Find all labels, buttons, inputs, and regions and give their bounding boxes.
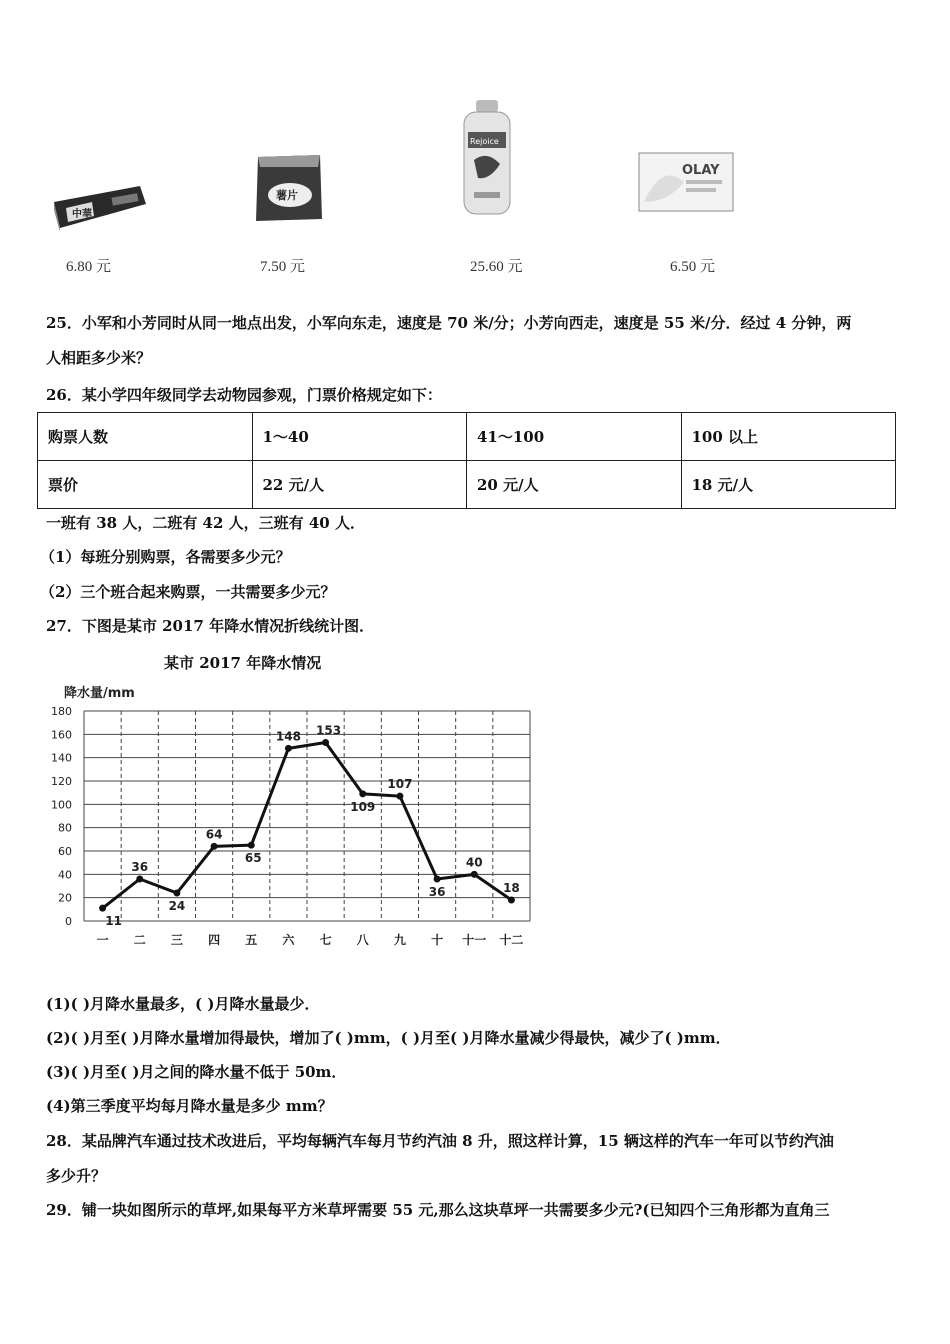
data-point [136, 876, 143, 883]
data-label: 65 [244, 851, 262, 866]
data-point [248, 842, 255, 849]
q27-sub1: (1)( )月降水量最多，( )月降水量最少． [46, 995, 320, 1013]
q29-line1: 29．铺一块如图所示的草坪,如果每平方米草坪需要 55 元,那么这块草坪一共需要多少元?(已知四个三角形都为直角三 [46, 1201, 830, 1219]
y-tick-label: 80 [58, 821, 72, 835]
data-point [173, 890, 180, 897]
x-tick-label: 一 [96, 933, 109, 947]
data-label: 40 [465, 855, 483, 870]
q26-info: 一班有 38 人，二班有 42 人，三班有 40 人． [46, 514, 365, 532]
y-tick-label: 140 [51, 751, 72, 765]
q25-line2: 人相距多少米？ [46, 349, 152, 367]
table-cell: 20 元/人 [467, 461, 682, 509]
table-cell: 100 以上 [681, 413, 896, 461]
data-label: 36 [131, 860, 149, 874]
table-cell: 41～100 [467, 413, 682, 461]
data-label: 11 [105, 914, 122, 929]
x-tick-label: 六 [282, 933, 295, 947]
q26-intro: 26．某小学四年级同学去动物园参观，门票价格规定如下： [46, 386, 442, 404]
x-tick-label: 三 [170, 933, 183, 947]
y-tick-label: 20 [58, 891, 72, 905]
x-tick-label: 十二 [499, 933, 524, 947]
q25-line1: 25．小军和小芳同时从同一地点出发，小军向东走，速度是 70 米/分；小芳向西走，速度是 55 米/分．经过 4 分钟，两 [46, 314, 852, 332]
data-point [508, 897, 515, 904]
x-tick-label: 七 [319, 933, 332, 947]
data-point [359, 790, 366, 797]
x-tick-label: 九 [393, 933, 406, 947]
y-axis-label: 降水量/mm [64, 686, 135, 701]
table-cell: 购票人数 [38, 413, 253, 461]
data-point [99, 905, 106, 912]
q28-line2: 多少升？ [46, 1167, 107, 1185]
rainfall-line-chart [40, 680, 560, 955]
data-label: 64 [205, 827, 223, 842]
q26-sub2: （2）三个班合起来购票，一共需要多少元？ [40, 583, 336, 601]
y-tick-label: 180 [51, 705, 72, 718]
table-row [38, 413, 896, 461]
x-tick-label: 四 [208, 933, 221, 947]
toothpaste-box-image [52, 180, 148, 232]
q28-line1: 28．某品牌汽车通过技术改进后，平均每辆汽车每月节约汽油 8 升，照这样计算，15 辆这样的汽车一年可以节约汽油 [46, 1132, 834, 1150]
ticket-price-table [37, 412, 896, 509]
svg-text:Rejoice: Rejoice [470, 137, 499, 146]
q27-sub2: (2)( )月至( )月降水量增加得最快，增加了( )mm，( )月至( )月降水量减少得最快，减少了( )mm． [46, 1029, 731, 1047]
y-tick-label: 60 [58, 845, 72, 858]
table-cell: 票价 [38, 461, 253, 509]
data-label: 18 [503, 881, 520, 895]
q27-intro: 27．下图是某市 2017 年降水情况折线统计图． [46, 617, 375, 635]
price-label: 25.60 元 [470, 259, 523, 275]
y-tick-label: 120 [51, 775, 72, 788]
data-point [396, 793, 403, 800]
data-label: 153 [316, 723, 342, 738]
x-tick-label: 二 [133, 933, 146, 947]
table-cell: 18 元/人 [681, 461, 896, 509]
price-label: 7.50 元 [260, 259, 306, 275]
y-tick-label: 100 [51, 798, 72, 812]
data-point [471, 871, 478, 878]
table-row [38, 461, 896, 509]
data-label: 109 [350, 799, 376, 814]
y-tick-label: 40 [58, 868, 72, 882]
data-label: 148 [275, 729, 301, 744]
data-point [211, 843, 218, 850]
data-point [434, 876, 441, 883]
y-tick-label: 0 [65, 915, 72, 928]
data-label: 24 [168, 899, 186, 913]
x-tick-label: 五 [245, 933, 258, 947]
table-cell: 1～40 [252, 413, 467, 461]
product-row [0, 95, 950, 285]
data-point [322, 739, 329, 746]
data-label: 36 [428, 885, 446, 899]
svg-text:中華: 中華 [72, 209, 92, 220]
price-label: 6.80 元 [66, 259, 112, 275]
shampoo-bottle-image [460, 100, 514, 216]
x-tick-label: 十一 [462, 933, 487, 947]
data-label: 107 [387, 777, 413, 792]
y-tick-label: 160 [51, 728, 72, 742]
q26-sub1: （1）每班分别购票，各需要多少元？ [40, 548, 291, 566]
q27-sub3: (3)( )月至( )月之间的降水量不低于 50m． [46, 1063, 347, 1081]
chart-grid [84, 711, 530, 921]
x-tick-label: 八 [356, 933, 369, 947]
svg-text:OLAY: OLAY [682, 163, 720, 178]
svg-text:薯片: 薯片 [276, 189, 298, 202]
data-point [285, 745, 292, 752]
chart-title: 某市 2017 年降水情况 [164, 654, 322, 672]
soap-box-image [638, 152, 734, 212]
q27-sub4: (4)第三季度平均每月降水量是多少 mm？ [46, 1097, 333, 1115]
price-label: 6.50 元 [670, 259, 716, 275]
snack-bag-image [254, 153, 324, 223]
table-cell: 22 元/人 [252, 461, 467, 509]
x-tick-label: 十 [431, 933, 444, 947]
